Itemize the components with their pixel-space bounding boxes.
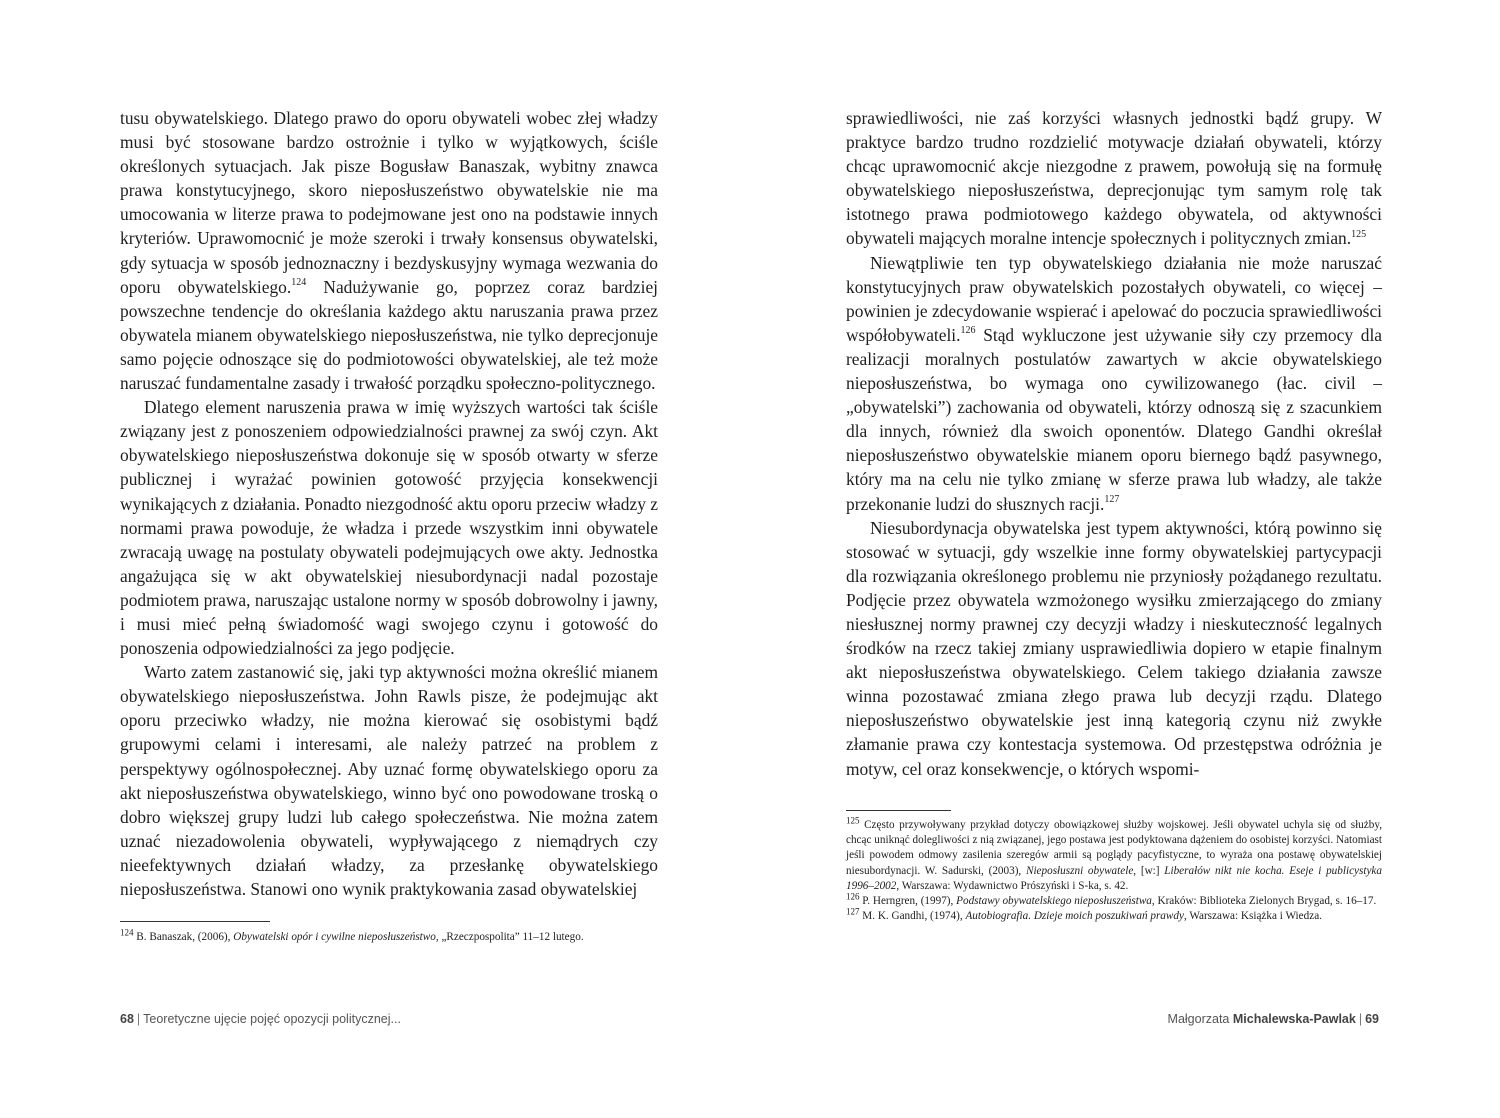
left-footnotes (120, 927, 658, 945)
footnote-number: 125 (846, 815, 860, 826)
footnote-separator (120, 921, 270, 922)
running-footer-right (1168, 1012, 1379, 1026)
separator: | (136, 1012, 141, 1026)
author-last-name: Michalewska-Pawlak (1232, 1012, 1356, 1026)
paragraph: Niewątpliwie ten typ obywatelskiego działania nie może naruszać konstytucyjnych praw obywatelskich pozostałych obywateli, co więcej – powinien je zdecydowanie wspierać i apelować do poczucia sprawiedliwości współobywateli.$^{126}$ Stąd wykluczone jest używanie siły czy przemocy dla realizacji moralnych postulatów zawartych w akcie obywatelskiego nieposłuszeństwa, bo wymaga ono cywilizowanego (łac. civil – „obywatelski”) zachowania od obywateli, którzy odnoszą się z szacunkiem dla innych, również dla swoich oponentów. Dlatego Gandhi określał nieposłuszeństwo obywatelskie mianem oporu biernego bądź pasywnego, który ma na celu nie tylko zmianę w sferze prawa lub władzy, ale także przekonanie ludzi do słusznych racji.$^{127}$ (846, 252, 1383, 514)
paragraph: tusu obywatelskiego. Dlatego prawo do oporu obywateli wobec złej władzy musi być stosowane bardzo ostrożnie i tylko w wyjątkowych, ściśle określonych sytuacjach. Jak pisze Bogusław Banaszak, wybitny znawca prawa konstytucyjnego, skoro nieposłuszeństwo obywatelskie nie ma umocowania w literze prawa to podejmowane jest ono na podstawie innych kryteriów. Uprawomocnić je może szeroki i trwały konsensus obywatelski, gdy sytuacja w sposób jednoznaczny i bezdyskusyjny wymaga wezwania do oporu obywatelskiego.$^{124}$ Nadużywanie go, poprzez coraz bardziej powszechne tendencje do określania każdego aktu naruszania prawa przez obywatela mianem obywatelskiego nieposłuszeństwa, nie tylko deprecjonuje samo pojęcie odnoszące się do podmiotowości obywatelskiej, ale też może naruszać fundamentalne zasady i trwałość porządku społeczno-politycznego. (120, 108, 659, 394)
paragraph: Warto zatem zastanowić się, jaki typ aktywności można określić mianem obywatelskiego nieposłuszeństwa. John Rawls pisze, że podejmując akt oporu przeciwko władzy, nie można kierować się osobistymi bądź grupowymi celami i interesami, ale należy patrzeć na problem z perspektywy ogólnospołecznej. Aby uznać formę obywatelskiego oporu za akt nieposłuszeństwa obywatelskiego, winno być ono powodowane troską o dobro większej grupy ludzi lub całego społeczeństwa. Nie można zatem uznać niezadowolenia obywateli, wypływającego z niemądrych czy nieefektywnych działań władzy, za przesłankę obywatelskiego nieposłuszeństwa. Stanowi ono wynik praktykowania zasad obywatelskiej (120, 662, 658, 899)
footnote-125: $^{125}$ Często przywoływany przykład dotyczy obowiązkowej służby wojskowej. Jeśli obywatel uchyla się od służby, chcąc uniknąć dolegliwości z nią związanej, jego postawa jest podyktowana dążeniem do osobistej korzyści. Natomiast jeśli powodem odmowy zasilenia szeregów armii są poglądy pacyfistyczne, to wyraża ona postawę obywatelskiej niesubordynacji. W. Sadurski, (2003), Nieposłuszni obywatele, [w:] Liberałów nikt nie kocha. Eseje i publicystyka 1996–2002, Warszawa: Wydawnictwo Prószyński i S-ka, s. 42. (846, 815, 1382, 892)
footnote-127: $^{127}$ M. K. Gandhi, (1974), Autobiografia. Dzieje moich poszukiwań prawdy, Warszawa: Książka i Wiedza. (846, 906, 1322, 923)
footnote-number: 124 (120, 927, 134, 938)
footnote-number: 127 (846, 906, 860, 917)
paragraph: Niesubordynacja obywatelska jest typem aktywności, którą powinno się stosować w sytuacji, gdy wszelkie inne formy obywatelskiej partycypacji dla rozwiązania określonego problemu nie przyniosły pożądanego rezultatu. Podjęcie przez obywatela wzmożonego wysiłku zmierzającego do zmiany niesłusznej normy prawnej czy decyzji władzy i nieskuteczność legalnych środków na rzecz takiej zmiany usprawiedliwia dopiero w etapie finalnym akt nieposłuszeństwa obywatelskiego. Celem takiego działania zawsze winna pozostawać zmiana złego prawa lub decyzji rządu. Dlatego nieposłuszeństwo obywatelskie jest inną kategorią czynu niż zwykłe złamanie prawa czy kontestacja systemowa. Od przestępstwa odróżnia je motyw, cel oraz konsekwencje, o których wspomi- (846, 517, 1382, 779)
paragraph: Dlatego element naruszenia prawa w imię wyższych wartości tak ściśle związany jest z ponoszeniem odpowiedzialności prawnej za swój czyn. Akt obywatelskiego nieposłuszeństwa dokonuje się w sposób otwarty w sferze publicznej i wyrażać powinien gotowość przyjęcia konsekwencji wynikających z działania. Ponadto niezgodność aktu oporu przeciw władzy z normami prawa powoduje, że władza i przede wszystkim inni obywatele zwracają uwagę na postulaty obywateli podejmujących owe akty. Jednostka angażująca się w akt obywatelskiej niesubordynacji nadal pozostaje podmiotem prawa, naruszając ustalone normy w sposób dobrowolny i jawny, i musi mieć pełną świadomość wagi swojego czynu i gotowość do ponoszenia odpowiedzialności za jego podjęcie. (120, 397, 658, 659)
footnote-ref-125[interactable]: 125 (1351, 228, 1367, 240)
running-footer-left (120, 1012, 401, 1026)
right-page (750, 0, 1500, 1118)
right-body-text (846, 106, 1382, 781)
footnote-separator (846, 810, 951, 811)
author-first-name: Małgorzata (1167, 1012, 1230, 1026)
separator: | (1358, 1012, 1363, 1026)
footnote-124: $^{124}$ B. Banaszak, (2006), Obywatelski opór i cywilne nieposłuszeństwo, „Rzeczpospolita” 11–12 lutego. (120, 927, 584, 943)
page-number: 68 (120, 1012, 134, 1026)
page-number: 69 (1365, 1012, 1379, 1026)
footnote-number: 126 (846, 891, 860, 902)
footnote-ref-126[interactable]: 126 (960, 325, 976, 337)
footnote-ref-127[interactable]: 127 (1104, 493, 1120, 505)
footnote-ref-124[interactable]: 124 (291, 276, 307, 288)
paragraph: sprawiedliwości, nie zaś korzyści własnych jednostki bądź grupy. W praktyce bardzo trudno rozdzielić motywacje działań obywateli, którzy chcąc uprawomocnić akcje niezgodne z prawem, powołują się na formułę obywatelskiego nieposłuszeństwa, deprecjonując tym samym rolę tak istotnego prawa podmiotowego każdego obywatela, od aktywności obywateli mających moralne intencje społecznych i politycznych zmian.$^{125}$ (846, 108, 1382, 249)
left-body-text (120, 106, 658, 901)
chapter-title: Teoretyczne ujęcie pojęć opozycji politycznej... (143, 1012, 401, 1026)
footnote-126: $^{126}$ P. Herngren, (1997), Podstawy obywatelskiego nieposłuszeństwa, Kraków: Biblioteka Zielonych Brygad, s. 16–17. (846, 891, 1377, 908)
right-footnotes (846, 815, 1382, 924)
